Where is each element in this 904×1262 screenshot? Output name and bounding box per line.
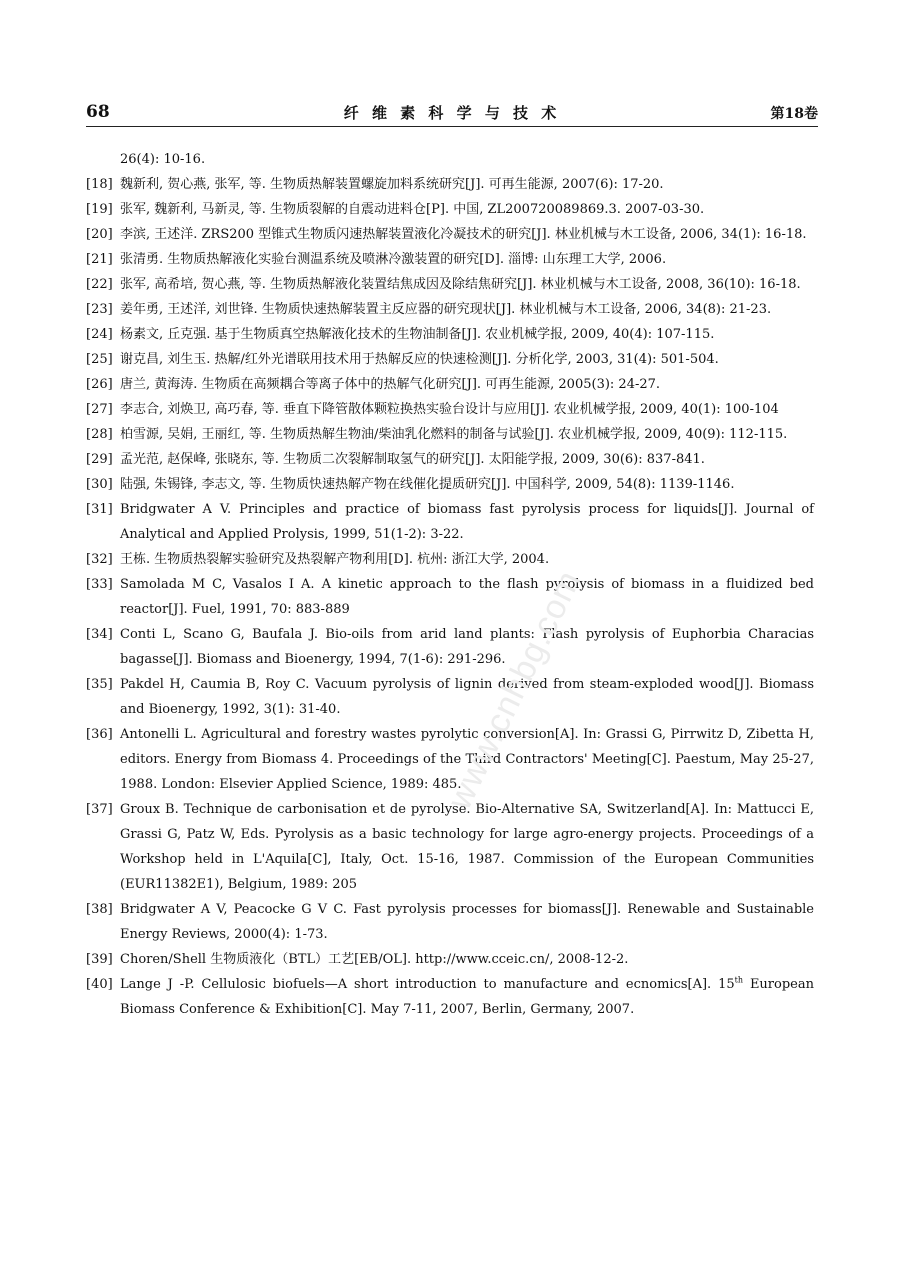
running-header <box>86 100 818 127</box>
reference-31 <box>86 497 814 547</box>
reference-number: [36] <box>86 727 113 742</box>
reference-22 <box>86 272 814 297</box>
reference-35 <box>86 672 814 722</box>
reference-number: [29] <box>86 452 113 467</box>
reference-34 <box>86 622 814 672</box>
reference-number: [21] <box>86 252 113 267</box>
reference-32 <box>86 547 814 572</box>
reference-40 <box>86 972 814 1022</box>
reference-number: [28] <box>86 427 113 442</box>
reference-number: [30] <box>86 477 113 492</box>
reference-text: 姜年勇, 王述洋, 刘世锋. 生物质快速热解装置主反应器的研究现状[J]. 林业机械与木工设备, 2006, 34(8): 21-23. <box>120 302 772 317</box>
reference-list <box>86 147 814 1022</box>
reference-30 <box>86 472 814 497</box>
reference-text: Bridgwater A V, Peacocke G V C. Fast pyrolysis processes for biomass[J]. Renewable and Sustainable Energy Reviews, 2000(4): 1-73. <box>120 902 814 942</box>
reference-20 <box>86 222 814 247</box>
reference-39 <box>86 947 814 972</box>
reference-number: [26] <box>86 377 113 392</box>
reference-text-part: European Biomass Conference & Exhibition[C]. May 7-11, 2007, Berlin, Germany, 2007. <box>120 977 814 1017</box>
reference-text: 李滨, 王述洋. ZRS200 型锥式生物质闪速热解装置液化冷凝技术的研究[J]. 林业机械与木工设备, 2006, 34(1): 16-18. <box>120 227 807 242</box>
reference-number: [38] <box>86 902 113 917</box>
reference-text: 李志合, 刘焕卫, 高巧春, 等. 垂直下降管散体颗粒换热实验台设计与应用[J]. 农业机械学报, 2009, 40(1): 100-104 <box>120 402 779 417</box>
reference-text: Bridgwater A V. Principles and practice of biomass fast pyrolysis process for liquids[J]. Journal of Analytical and Applied Prolysis, 1999, 51(1-2): 3-22. <box>120 502 814 542</box>
reference-number: [39] <box>86 952 113 967</box>
reference-number: [33] <box>86 577 113 592</box>
reference-21 <box>86 247 814 272</box>
reference-23 <box>86 297 814 322</box>
reference-text: Samolada M C, Vasalos I A. A kinetic approach to the flash pyrolysis of biomass in a fluidized bed reactor[J]. Fuel, 1991, 70: 883-889 <box>120 577 814 617</box>
reference-text: 柏雪源, 吴娟, 王丽红, 等. 生物质热解生物油/柴油乳化燃料的制备与试验[J]. 农业机械学报, 2009, 40(9): 112-115. <box>120 427 788 442</box>
reference-continuation <box>86 147 814 172</box>
reference-18 <box>86 172 814 197</box>
reference-28 <box>86 422 814 447</box>
reference-number: [40] <box>86 977 113 992</box>
reference-number: [32] <box>86 552 113 567</box>
reference-33 <box>86 572 814 622</box>
reference-text: 张军, 高希培, 贺心燕, 等. 生物质热解液化装置结焦成因及除结焦研究[J]. 林业机械与木工设备, 2008, 36(10): 16-18. <box>120 277 801 292</box>
watermark: www.cnhbg.com <box>440 564 589 816</box>
reference-text: Pakdel H, Caumia B, Roy C. Vacuum pyrolysis of lignin derived from steam-exploded wood[J]. Biomass and Bioenergy, 1992, 3(1): 31-40. <box>120 677 814 717</box>
reference-number: [19] <box>86 202 113 217</box>
reference-text: 谢克昌, 刘生玉. 热解/红外光谱联用技术用于热解反应的快速检测[J]. 分析化学, 2003, 31(4): 501-504. <box>120 352 719 367</box>
reference-text: Choren/Shell 生物质液化（BTL）工艺[EB/OL]. http://www.cceic.cn/, 2008-12-2. <box>120 952 629 967</box>
reference-36 <box>86 722 814 797</box>
reference-number: [23] <box>86 302 113 317</box>
reference-24 <box>86 322 814 347</box>
reference-text <box>120 977 814 1017</box>
reference-37 <box>86 797 814 897</box>
reference-number: [35] <box>86 677 113 692</box>
reference-text: Groux B. Technique de carbonisation et de pyrolyse. Bio-Alternative SA, Switzerland[A]. In: Mattucci E, Grassi G, Patz W, Eds. Pyrolysis as a basic technology for large agro-energy projects. Proceedings of a Workshop held in L'Aquila[C], Italy, Oct. 15-16, 1987. Commission of the European Communities (EUR11382E1), Belgium, 1989: 205 <box>120 802 814 892</box>
reference-text: 魏新利, 贺心燕, 张军, 等. 生物质热解装置螺旋加料系统研究[J]. 可再生能源, 2007(6): 17-20. <box>120 177 664 192</box>
reference-text: 孟光范, 赵保峰, 张晓东, 等. 生物质二次裂解制取氢气的研究[J]. 太阳能学报, 2009, 30(6): 837-841. <box>120 452 705 467</box>
reference-text: 26(4): 10-16. <box>120 152 206 167</box>
reference-number: [24] <box>86 327 113 342</box>
reference-text: Antonelli L. Agricultural and forestry wastes pyrolytic conversion[A]. In: Grassi G, Pirrwitz D, Zibetta H, editors. Energy from Biomass 4. Proceedings of the Third Contractors' Meeting[C]. Paestum, May 25-27, 1988. London: Elsevier Applied Science, 1989: 485. <box>120 727 814 792</box>
reference-29 <box>86 447 814 472</box>
reference-text: 杨素文, 丘克强. 基于生物质真空热解液化技术的生物油制备[J]. 农业机械学报, 2009, 40(4): 107-115. <box>120 327 715 342</box>
reference-text: 张军, 魏新利, 马新灵, 等. 生物质裂解的自震动进料仓[P]. 中国, ZL200720089869.3. 2007-03-30. <box>120 202 705 217</box>
reference-number: [25] <box>86 352 113 367</box>
reference-number: [34] <box>86 627 113 642</box>
reference-number: [31] <box>86 502 113 517</box>
reference-27 <box>86 397 814 422</box>
reference-number: [20] <box>86 227 113 242</box>
reference-text: 王栋. 生物质热裂解实验研究及热裂解产物利用[D]. 杭州: 浙江大学, 2004. <box>120 552 550 567</box>
journal-title: 纤 维 素 科 学 与 技 术 <box>343 104 561 122</box>
reference-text: Conti L, Scano G, Baufala J. Bio-oils from arid land plants: Flash pyrolysis of Euphorbia Characias bagasse[J]. Biomass and Bioenergy, 1994, 7(1-6): 291-296. <box>120 627 814 667</box>
reference-text: 陆强, 朱锡锋, 李志文, 等. 生物质快速热解产物在线催化提质研究[J]. 中国科学, 2009, 54(8): 1139-1146. <box>120 477 735 492</box>
reference-25 <box>86 347 814 372</box>
reference-38 <box>86 897 814 947</box>
reference-text: 唐兰, 黄海涛. 生物质在高频耦合等离子体中的热解气化研究[J]. 可再生能源, 2005(3): 24-27. <box>120 377 661 392</box>
reference-19 <box>86 197 814 222</box>
reference-text-part: Lange J -P. Cellulosic biofuels—A short introduction to manufacture and ecnomics[A]. 15 <box>120 977 735 992</box>
reference-number: [27] <box>86 402 113 417</box>
volume-label: 第18卷 <box>770 106 818 122</box>
page-number: 68 <box>86 102 110 122</box>
reference-number: [18] <box>86 177 113 192</box>
reference-number: [37] <box>86 802 113 817</box>
reference-number: [22] <box>86 277 113 292</box>
ordinal-superscript: th <box>734 975 744 985</box>
reference-26 <box>86 372 814 397</box>
reference-text: 张清勇. 生物质热解液化实验台测温系统及喷淋冷激装置的研究[D]. 淄博: 山东理工大学, 2006. <box>120 252 667 267</box>
